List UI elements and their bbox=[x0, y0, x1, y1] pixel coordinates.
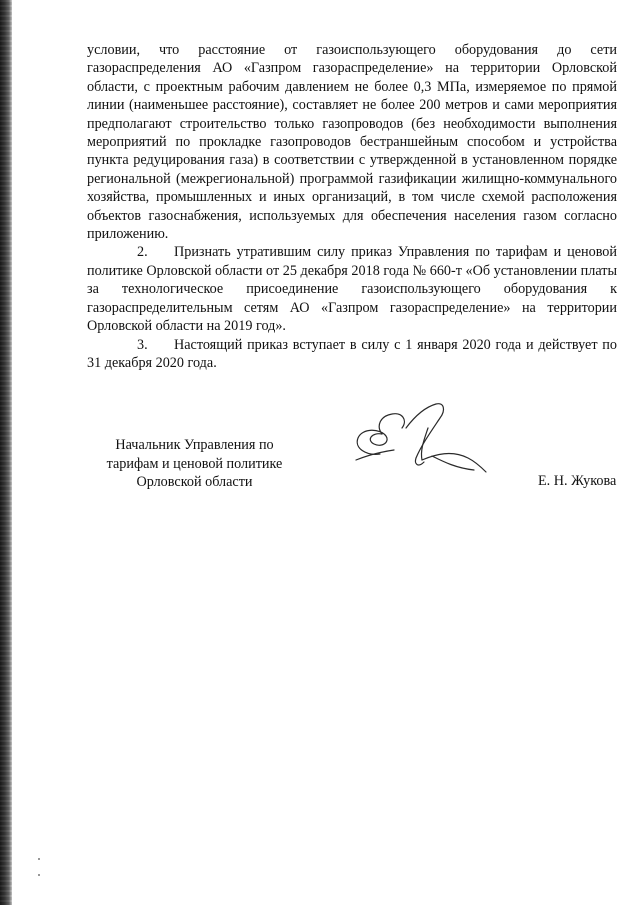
list-item-text: Настоящий приказ вступает в силу с 1 января 2020 года и действует по 31 декабря 2020 года. bbox=[87, 336, 617, 371]
scan-edge-shadow bbox=[0, 0, 12, 905]
paragraph-continued: условии, что расстояние от газоиспользующего оборудования до сети газораспределения АО «Газпром газораспределение» на территории Орловской области, с проектным рабочим давлением не более 0,3 МПа, измеряемое по прямой линии (наименьшее расстояние), составляет не более 200 метров и сами мероприятия предполагают строительство только газопроводов (без необходимости выполнения мероприятий по прокладке газопроводов бестраншейным способом и устройства пункта редуцирования газа) в соответствии с утвержденной в установленном порядке региональной (межрегиональной) программой газификации жилищно-коммунального хозяйства, промышленных и иных организаций, в том числе схемой расположения объектов газоснабжения, используемых для обеспечения населения газом согласно приложению. bbox=[87, 42, 617, 243]
scan-speck bbox=[38, 858, 40, 860]
signatory-name: Е. Н. Жукова bbox=[538, 473, 617, 489]
list-item-3 bbox=[87, 336, 617, 373]
signatory-position-line: Начальник Управления по bbox=[115, 437, 274, 453]
list-item-2 bbox=[87, 243, 617, 335]
list-item-number: 2. bbox=[137, 244, 148, 261]
list-item-text: Признать утратившим силу приказ Управления по тарифам и ценовой политике Орловской области от 25 декабря 2018 года № 660-т «Об установлении платы за технологическое присоединение газоиспользующего оборудования к газораспределительным сетям АО «Газпром газораспределение» на территории Орловской области на 2019 год». bbox=[87, 244, 617, 335]
signatory-position bbox=[92, 436, 297, 492]
signatory-position-line: тарифам и ценовой политике bbox=[106, 455, 283, 472]
scan-speck bbox=[38, 874, 40, 876]
signatory-position-line: Орловской области bbox=[136, 474, 253, 491]
handwritten-signature bbox=[336, 398, 496, 484]
document-body bbox=[87, 41, 617, 372]
list-item-number: 3. bbox=[137, 336, 148, 353]
